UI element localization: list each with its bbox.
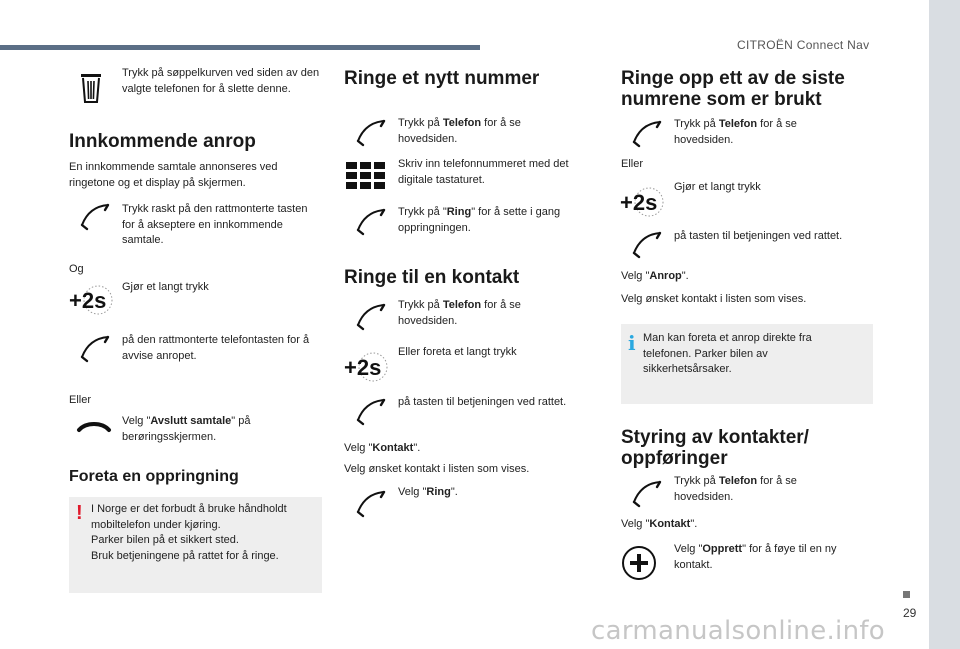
phone-handset-icon <box>354 489 388 519</box>
new-number-step-keypad: Skriv inn telefonnummeret med det digitale tastaturet. <box>398 158 569 186</box>
contact-step-telefon: Trykk på Telefon for å se hovedsiden. <box>398 299 521 327</box>
watermark: carmanualsonline.info <box>591 616 886 646</box>
new-number-step-telefon: Trykk på Telefon for å se hovedsiden. <box>398 117 521 145</box>
section-title-contact: Ringe til en kontakt <box>344 267 520 288</box>
phone-handset-icon <box>354 397 388 427</box>
contacts-step-telefon: Trykk på Telefon for å se hovedsiden. <box>674 475 797 503</box>
warning-icon: ! <box>76 502 83 524</box>
trash-icon <box>80 72 102 104</box>
incoming-step-reject: på den rattmonterte telefontasten for å avvise anropet. <box>122 334 310 362</box>
incoming-step-long-press: Gjør et langt trykk <box>122 281 209 293</box>
page-edge-tab <box>929 0 960 649</box>
phone-handset-icon <box>78 334 112 364</box>
long-press-icon <box>343 349 391 385</box>
keypad-icon <box>346 162 386 190</box>
contact-step-long-press: Eller foreta et langt trykk <box>398 346 517 358</box>
warning-text: I Norge er det forbudt å bruke håndholdt mobiltelefon under kjøring. Parker bilen på et sikkert sted. Bruk betjeningene på rattet for å ringe. <box>91 503 287 562</box>
subsection-title-call: Foreta en oppringning <box>69 468 239 485</box>
recent-step-long-press: Gjør et langt trykk <box>674 181 761 193</box>
info-icon: i <box>628 331 636 355</box>
og-label: Og <box>69 263 84 275</box>
brand-label: CITROËN Connect Nav <box>737 38 870 52</box>
long-press-label: +2s <box>620 190 658 215</box>
long-press-icon <box>619 184 667 220</box>
recent-step-telefon: Trykk på Telefon for å se hovedsiden. <box>674 118 797 146</box>
eller-label: Eller <box>69 394 92 406</box>
long-press-icon <box>68 282 116 318</box>
section-title-incoming: Innkommende anrop <box>69 131 256 152</box>
long-press-label: +2s <box>344 355 382 380</box>
long-press-label: +2s <box>69 288 107 313</box>
recent-eller-label: Eller <box>621 158 644 170</box>
contacts-step-create: Velg "Opprett" for å føye til en ny kontakt. <box>674 543 837 571</box>
phone-handset-icon <box>630 119 664 149</box>
phone-handset-icon <box>78 202 112 232</box>
contact-velg-list: Velg ønsket kontakt i listen som vises. <box>344 463 530 475</box>
header-rule <box>0 45 480 50</box>
info-text: Man kan foreta et anrop direkte fra telefonen. Parker bilen av sikkerhetsårsaker. <box>643 332 812 375</box>
incoming-intro: En innkommende samtale annonseres ved ringetone og et display på skjermen. <box>69 161 278 189</box>
phone-handset-icon <box>354 302 388 332</box>
section-title-contacts: Styring av kontakter/ oppføringer <box>621 427 809 469</box>
contact-velg-kontakt: Velg "Kontakt". <box>344 442 421 454</box>
page-number: 29 <box>903 606 917 620</box>
contacts-velg-kontakt: Velg "Kontakt". <box>621 518 698 530</box>
section-title-new-number: Ringe et nytt nummer <box>344 68 540 89</box>
phone-handset-icon <box>354 207 388 237</box>
contact-step-wheel: på tasten til betjeningen ved rattet. <box>398 396 567 408</box>
phone-handset-icon <box>630 230 664 260</box>
add-contact-icon <box>621 545 657 581</box>
new-number-step-ring: Trykk på "Ring" for å sette i gang oppringningen. <box>398 206 561 234</box>
incoming-step-end: Velg "Avslutt samtale" på berøringsskjermen. <box>122 415 251 443</box>
trash-instruction: Trykk på søppelkurven ved siden av den valgte telefonen for å slette denne. <box>122 67 320 95</box>
incoming-step-accept: Trykk raskt på den rattmonterte tasten for å akseptere en innkommende samtale. <box>122 203 308 246</box>
recent-step-wheel: på tasten til betjeningen ved rattet. <box>674 230 843 242</box>
recent-velg-anrop: Velg "Anrop". <box>621 270 689 282</box>
end-call-icon <box>76 420 112 434</box>
page-marker <box>903 591 910 598</box>
phone-handset-icon <box>354 118 388 148</box>
contact-step-ring: Velg "Ring". <box>398 486 458 498</box>
recent-velg-list: Velg ønsket kontakt i listen som vises. <box>621 293 807 305</box>
section-title-recent: Ringe opp ett av de siste numrene som er brukt <box>621 68 845 110</box>
phone-handset-icon <box>630 479 664 509</box>
